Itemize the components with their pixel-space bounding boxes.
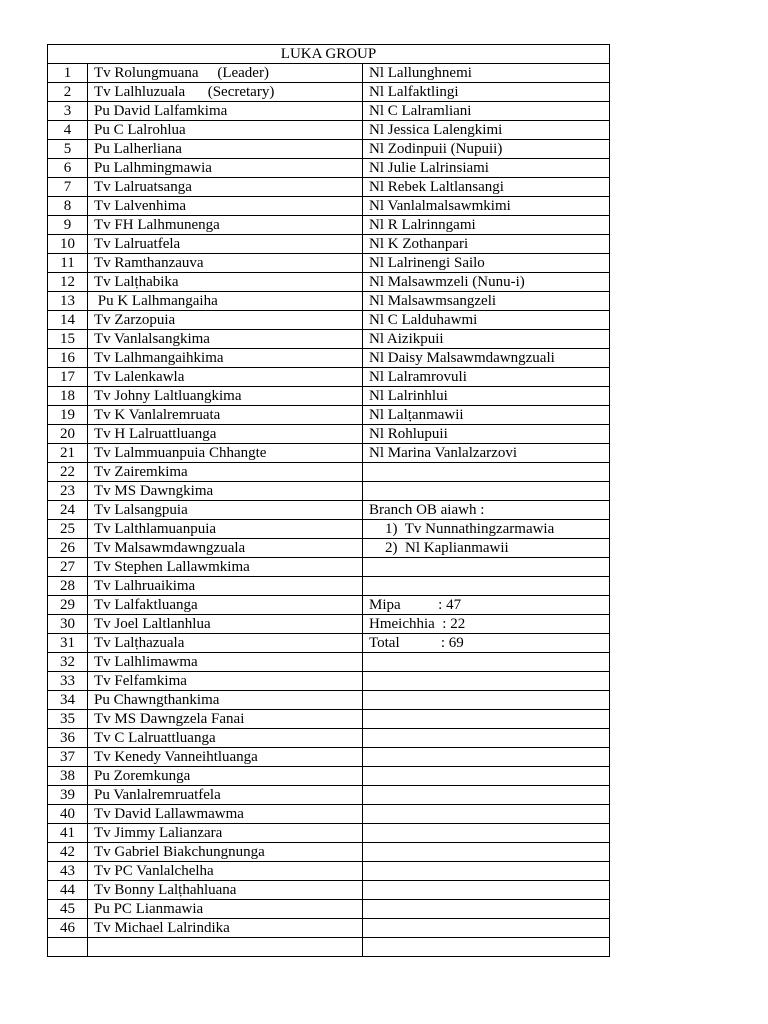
right-column-cell bbox=[363, 558, 610, 577]
member-name: Pu Zoremkunga bbox=[88, 767, 363, 786]
right-column-cell: Nl Lalṭanmawii bbox=[363, 406, 610, 425]
right-column-cell: Nl Lalrinengi Sailo bbox=[363, 254, 610, 273]
member-name: Pu Lalhmingmawia bbox=[88, 159, 363, 178]
row-number: 27 bbox=[48, 558, 88, 577]
table-row bbox=[48, 805, 610, 824]
row-number: 44 bbox=[48, 881, 88, 900]
table-row bbox=[48, 577, 610, 596]
row-number: 43 bbox=[48, 862, 88, 881]
member-name: Tv FH Lalhmunenga bbox=[88, 216, 363, 235]
row-number: 28 bbox=[48, 577, 88, 596]
table-row bbox=[48, 235, 610, 254]
right-column-cell bbox=[363, 482, 610, 501]
row-number: 22 bbox=[48, 463, 88, 482]
table-row bbox=[48, 520, 610, 539]
row-number: 3 bbox=[48, 102, 88, 121]
member-name: Tv Lalthlamuanpuia bbox=[88, 520, 363, 539]
table-row bbox=[48, 368, 610, 387]
roster-body bbox=[48, 45, 610, 957]
right-column-cell bbox=[363, 824, 610, 843]
member-name: Tv Lalmmuanpuia Chhangte bbox=[88, 444, 363, 463]
table-row bbox=[48, 254, 610, 273]
row-number: 2 bbox=[48, 83, 88, 102]
title-row bbox=[48, 45, 610, 64]
right-column-cell: Nl Aizikpuii bbox=[363, 330, 610, 349]
table-row bbox=[48, 482, 610, 501]
right-column-cell: Nl K Zothanpari bbox=[363, 235, 610, 254]
table-row bbox=[48, 653, 610, 672]
right-column-cell bbox=[363, 900, 610, 919]
right-column-cell: Nl C Lalramliani bbox=[363, 102, 610, 121]
table-row bbox=[48, 159, 610, 178]
member-name: Tv Lalhmangaihkima bbox=[88, 349, 363, 368]
member-name: Tv Lalruatsanga bbox=[88, 178, 363, 197]
table-row bbox=[48, 178, 610, 197]
table-row bbox=[48, 273, 610, 292]
right-column-cell bbox=[363, 767, 610, 786]
right-column-cell bbox=[363, 786, 610, 805]
right-column-cell: Nl Julie Lalrinsiami bbox=[363, 159, 610, 178]
right-column-cell bbox=[363, 672, 610, 691]
member-name: Tv PC Vanlalchelha bbox=[88, 862, 363, 881]
right-column-cell: Nl R Lalrinngami bbox=[363, 216, 610, 235]
table-row bbox=[48, 444, 610, 463]
table-row bbox=[48, 292, 610, 311]
member-name: Tv Ramthanzauva bbox=[88, 254, 363, 273]
table-row bbox=[48, 311, 610, 330]
table-row bbox=[48, 938, 610, 957]
table-row bbox=[48, 691, 610, 710]
table-row bbox=[48, 197, 610, 216]
member-name: Tv Lalvenhima bbox=[88, 197, 363, 216]
member-name: Pu PC Lianmawia bbox=[88, 900, 363, 919]
member-name: Tv C Lalruattluanga bbox=[88, 729, 363, 748]
member-name: Tv Lalfaktluanga bbox=[88, 596, 363, 615]
row-number: 30 bbox=[48, 615, 88, 634]
row-number bbox=[48, 938, 88, 957]
member-name: Tv Lalhruaikima bbox=[88, 577, 363, 596]
row-number: 25 bbox=[48, 520, 88, 539]
table-row bbox=[48, 330, 610, 349]
member-name: Tv Joel Laltlanhlua bbox=[88, 615, 363, 634]
member-name: Tv Felfamkima bbox=[88, 672, 363, 691]
row-number: 7 bbox=[48, 178, 88, 197]
table-row bbox=[48, 672, 610, 691]
row-number: 42 bbox=[48, 843, 88, 862]
row-number: 19 bbox=[48, 406, 88, 425]
row-number: 34 bbox=[48, 691, 88, 710]
member-name: Tv Gabriel Biakchungnunga bbox=[88, 843, 363, 862]
member-name: Tv Rolungmuana (Leader) bbox=[88, 64, 363, 83]
row-number: 15 bbox=[48, 330, 88, 349]
table-row bbox=[48, 558, 610, 577]
table-row bbox=[48, 102, 610, 121]
right-column-cell: Nl Malsawmzeli (Nunu-i) bbox=[363, 273, 610, 292]
right-column-cell bbox=[363, 577, 610, 596]
member-name: Tv Lalhluzuala (Secretary) bbox=[88, 83, 363, 102]
right-column-cell bbox=[363, 843, 610, 862]
row-number: 1 bbox=[48, 64, 88, 83]
right-column-cell: Nl Daisy Malsawmdawngzuali bbox=[363, 349, 610, 368]
row-number: 10 bbox=[48, 235, 88, 254]
table-row bbox=[48, 634, 610, 653]
row-number: 36 bbox=[48, 729, 88, 748]
table-row bbox=[48, 406, 610, 425]
row-number: 24 bbox=[48, 501, 88, 520]
member-name: Tv Lalsangpuia bbox=[88, 501, 363, 520]
member-name: Pu Lalherliana bbox=[88, 140, 363, 159]
right-column-cell: 1) Tv Nunnathingzarmawia bbox=[363, 520, 610, 539]
member-name: Tv Kenedy Vanneihtluanga bbox=[88, 748, 363, 767]
member-name: Tv Vanlalsangkima bbox=[88, 330, 363, 349]
right-column-cell bbox=[363, 653, 610, 672]
member-name: Tv Bonny Lalṭhahluana bbox=[88, 881, 363, 900]
member-name: Tv Jimmy Lalianzara bbox=[88, 824, 363, 843]
member-name: Tv Zairemkima bbox=[88, 463, 363, 482]
member-name: Tv Lalenkawla bbox=[88, 368, 363, 387]
table-row bbox=[48, 767, 610, 786]
right-column-cell: Nl Lalramrovuli bbox=[363, 368, 610, 387]
table-row bbox=[48, 919, 610, 938]
member-name: Tv Lalṭhazuala bbox=[88, 634, 363, 653]
right-column-cell: Nl Vanlalmalsawmkimi bbox=[363, 197, 610, 216]
row-number: 17 bbox=[48, 368, 88, 387]
row-number: 41 bbox=[48, 824, 88, 843]
right-column-cell: Nl Rohlupuii bbox=[363, 425, 610, 444]
row-number: 40 bbox=[48, 805, 88, 824]
member-name: Tv Johny Laltluangkima bbox=[88, 387, 363, 406]
right-column-cell bbox=[363, 729, 610, 748]
right-column-cell: Mipa : 47 bbox=[363, 596, 610, 615]
row-number: 46 bbox=[48, 919, 88, 938]
row-number: 33 bbox=[48, 672, 88, 691]
row-number: 18 bbox=[48, 387, 88, 406]
member-name: Tv MS Dawngkima bbox=[88, 482, 363, 501]
row-number: 9 bbox=[48, 216, 88, 235]
table-row bbox=[48, 900, 610, 919]
member-name: Tv Malsawmdawngzuala bbox=[88, 539, 363, 558]
row-number: 16 bbox=[48, 349, 88, 368]
row-number: 32 bbox=[48, 653, 88, 672]
table-row bbox=[48, 140, 610, 159]
member-name: Pu David Lalfamkima bbox=[88, 102, 363, 121]
right-column-cell: Nl Lalfaktlingi bbox=[363, 83, 610, 102]
table-row bbox=[48, 748, 610, 767]
right-column-cell: Hmeichhia : 22 bbox=[363, 615, 610, 634]
group-roster-table bbox=[47, 44, 610, 957]
table-row bbox=[48, 349, 610, 368]
member-name: Tv MS Dawngzela Fanai bbox=[88, 710, 363, 729]
table-row bbox=[48, 387, 610, 406]
row-number: 6 bbox=[48, 159, 88, 178]
member-name: Tv David Lallawmawma bbox=[88, 805, 363, 824]
table-row bbox=[48, 729, 610, 748]
right-column-cell: Nl Lalrinhlui bbox=[363, 387, 610, 406]
right-column-cell: Nl Rebek Laltlansangi bbox=[363, 178, 610, 197]
row-number: 4 bbox=[48, 121, 88, 140]
member-name: Tv Zarzopuia bbox=[88, 311, 363, 330]
member-name: Tv K Vanlalremruata bbox=[88, 406, 363, 425]
right-column-cell: Nl Malsawmsangzeli bbox=[363, 292, 610, 311]
table-row bbox=[48, 710, 610, 729]
right-column-cell: Nl Marina Vanlalzarzovi bbox=[363, 444, 610, 463]
table-row bbox=[48, 596, 610, 615]
row-number: 11 bbox=[48, 254, 88, 273]
member-name: Tv H Lalruattluanga bbox=[88, 425, 363, 444]
member-name: Tv Stephen Lallawmkima bbox=[88, 558, 363, 577]
group-title: LUKA GROUP bbox=[48, 45, 610, 64]
table-row bbox=[48, 786, 610, 805]
right-column-cell: Nl Zodinpuii (Nupuii) bbox=[363, 140, 610, 159]
row-number: 13 bbox=[48, 292, 88, 311]
row-number: 37 bbox=[48, 748, 88, 767]
member-name: Tv Lalruatfela bbox=[88, 235, 363, 254]
member-name: Pu K Lalhmangaiha bbox=[88, 292, 363, 311]
row-number: 29 bbox=[48, 596, 88, 615]
table-row bbox=[48, 539, 610, 558]
row-number: 23 bbox=[48, 482, 88, 501]
right-column-cell: 2) Nl Kaplianmawii bbox=[363, 539, 610, 558]
row-number: 20 bbox=[48, 425, 88, 444]
right-column-cell: Nl C Lalduhawmi bbox=[363, 311, 610, 330]
table-row bbox=[48, 83, 610, 102]
table-row bbox=[48, 615, 610, 634]
member-name: Pu Vanlalremruatfela bbox=[88, 786, 363, 805]
right-column-cell bbox=[363, 881, 610, 900]
right-column-cell bbox=[363, 919, 610, 938]
table-row bbox=[48, 501, 610, 520]
right-column-cell bbox=[363, 748, 610, 767]
right-column-cell bbox=[363, 463, 610, 482]
table-row bbox=[48, 824, 610, 843]
member-name: Tv Lalṭhabika bbox=[88, 273, 363, 292]
right-column-cell bbox=[363, 691, 610, 710]
table-row bbox=[48, 881, 610, 900]
row-number: 21 bbox=[48, 444, 88, 463]
row-number: 31 bbox=[48, 634, 88, 653]
right-column-cell bbox=[363, 805, 610, 824]
table-row bbox=[48, 425, 610, 444]
row-number: 14 bbox=[48, 311, 88, 330]
right-column-cell bbox=[363, 710, 610, 729]
table-row bbox=[48, 463, 610, 482]
member-name: Pu C Lalrohlua bbox=[88, 121, 363, 140]
right-column-cell bbox=[363, 862, 610, 881]
row-number: 8 bbox=[48, 197, 88, 216]
row-number: 45 bbox=[48, 900, 88, 919]
table-row bbox=[48, 216, 610, 235]
row-number: 26 bbox=[48, 539, 88, 558]
table-row bbox=[48, 64, 610, 83]
right-column-cell: Nl Lallunghnemi bbox=[363, 64, 610, 83]
right-column-cell: Nl Jessica Lalengkimi bbox=[363, 121, 610, 140]
member-name: Pu Chawngthankima bbox=[88, 691, 363, 710]
row-number: 5 bbox=[48, 140, 88, 159]
right-column-cell: Branch OB aiawh : bbox=[363, 501, 610, 520]
right-column-cell bbox=[363, 938, 610, 957]
table-row bbox=[48, 843, 610, 862]
row-number: 39 bbox=[48, 786, 88, 805]
table-row bbox=[48, 121, 610, 140]
member-name bbox=[88, 938, 363, 957]
row-number: 35 bbox=[48, 710, 88, 729]
member-name: Tv Lalhlimawma bbox=[88, 653, 363, 672]
member-name: Tv Michael Lalrindika bbox=[88, 919, 363, 938]
right-column-cell: Total : 69 bbox=[363, 634, 610, 653]
row-number: 12 bbox=[48, 273, 88, 292]
row-number: 38 bbox=[48, 767, 88, 786]
table-row bbox=[48, 862, 610, 881]
